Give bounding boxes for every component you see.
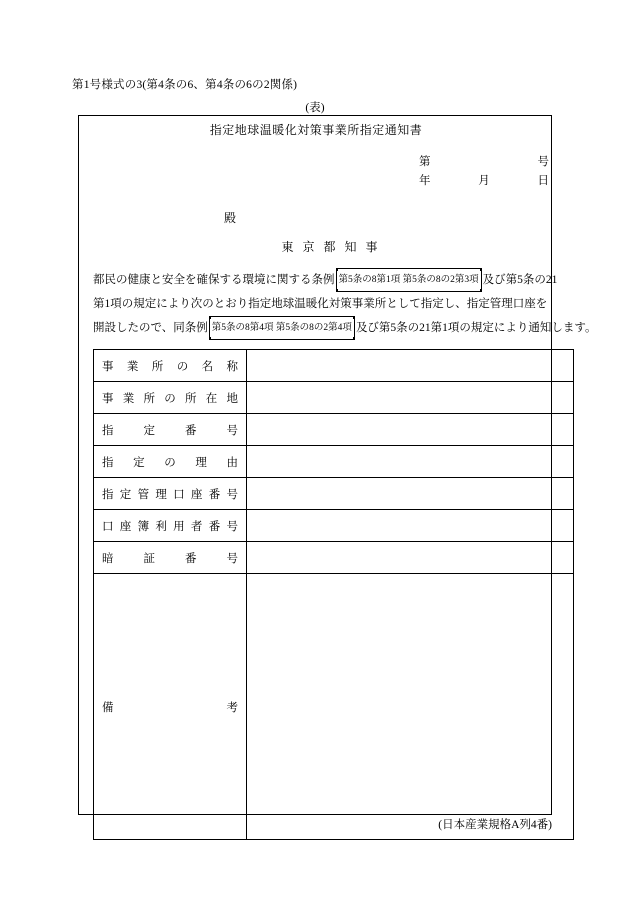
issue-no-label: 第: [419, 156, 431, 168]
issue-no-unit: 号: [537, 156, 549, 168]
row-value-designation-reason[interactable]: [247, 446, 574, 478]
label-text: 事業所の名称: [102, 360, 238, 373]
table-row: [94, 350, 574, 382]
table-row: [94, 510, 574, 542]
body-line-3: [93, 316, 597, 340]
number-block: [419, 153, 549, 191]
row-value-office-name[interactable]: [247, 350, 574, 382]
row-value-remarks[interactable]: [247, 574, 574, 840]
table-row: [94, 542, 574, 574]
table-row: [94, 446, 574, 478]
article-bracket-2: [209, 316, 355, 340]
bracket-corner-bottom: [337, 289, 481, 292]
body-text: [93, 268, 597, 340]
body-line-1: [93, 268, 558, 292]
table-row: [94, 478, 574, 510]
body-line-3-prefix: 開設したので、同条例: [93, 322, 208, 334]
row-label-user-number: [94, 510, 247, 542]
bracket-corner-top: [337, 268, 481, 271]
row-value-designation-number[interactable]: [247, 414, 574, 446]
body-line-2-text: 第1項の規定により次のとおり指定地球温暖化対策事業所として指定し、指定管理口座を: [93, 298, 548, 310]
bracket-inner: [212, 319, 352, 337]
label-text: 指定の理由: [102, 456, 238, 469]
date-month-label: 月: [478, 175, 490, 187]
date-day-label: 日: [537, 175, 549, 187]
row-value-office-address[interactable]: [247, 382, 574, 414]
jis-paper-note: (日本産業規格A列4番): [438, 819, 552, 831]
body-line-1-prefix: 都民の健康と安全を確保する環境に関する条例: [93, 274, 335, 286]
table-row: [94, 414, 574, 446]
row-label-account-number: [94, 478, 247, 510]
table-row: [94, 382, 574, 414]
number-row-date: [419, 172, 549, 191]
table-row: [94, 574, 574, 840]
row-value-pin-number[interactable]: [247, 542, 574, 574]
bracket-inner: [339, 271, 479, 289]
article-bracket-1: [336, 268, 482, 292]
issuer-name: 東 京 都 知 事: [281, 240, 381, 254]
omote-label: (表): [305, 102, 325, 114]
article-bracket-2-line-2: 第5条の8の2第4項: [275, 323, 352, 333]
article-bracket-1-line-1: 第5条の8第1項: [338, 275, 401, 285]
row-label-designation-reason: [94, 446, 247, 478]
label-text: 口座簿利用者番号: [102, 520, 238, 533]
addressee-suffix: 殿: [224, 211, 237, 225]
body-line-3-suffix: 及び第5条の21第1項の規定により通知します。: [355, 322, 597, 334]
body-line-2: [93, 292, 548, 316]
label-text: 暗証番号: [102, 552, 238, 565]
label-text: 備考: [102, 701, 238, 714]
label-text: 事業所の所在地: [102, 392, 238, 405]
date-year-label: 年: [419, 175, 431, 187]
row-value-user-number[interactable]: [247, 510, 574, 542]
label-text: 指定番号: [102, 424, 238, 437]
row-value-account-number[interactable]: [247, 478, 574, 510]
label-text: 指定管理口座番号: [102, 488, 238, 501]
number-row-issue-no: [419, 153, 549, 172]
form-number: 第1号様式の3(第4条の6、第4条の6の2関係): [72, 79, 298, 91]
article-bracket-1-line-2: 第5条の8の2第3項: [402, 275, 479, 285]
row-label-remarks: [94, 574, 247, 840]
article-bracket-2-line-1: 第5条の8第4項: [211, 323, 274, 333]
bracket-corner-top: [210, 316, 354, 319]
document-title: 指定地球温暖化対策事業所指定通知書: [209, 123, 423, 137]
row-label-designation-number: [94, 414, 247, 446]
row-label-office-address: [94, 382, 247, 414]
form-frame: [78, 115, 597, 815]
row-label-office-name: [94, 350, 247, 382]
body-line-1-suffix: 及び第5条の21: [482, 274, 558, 286]
row-label-pin-number: [94, 542, 247, 574]
form-table: [93, 349, 574, 840]
bracket-corner-bottom: [210, 337, 354, 340]
